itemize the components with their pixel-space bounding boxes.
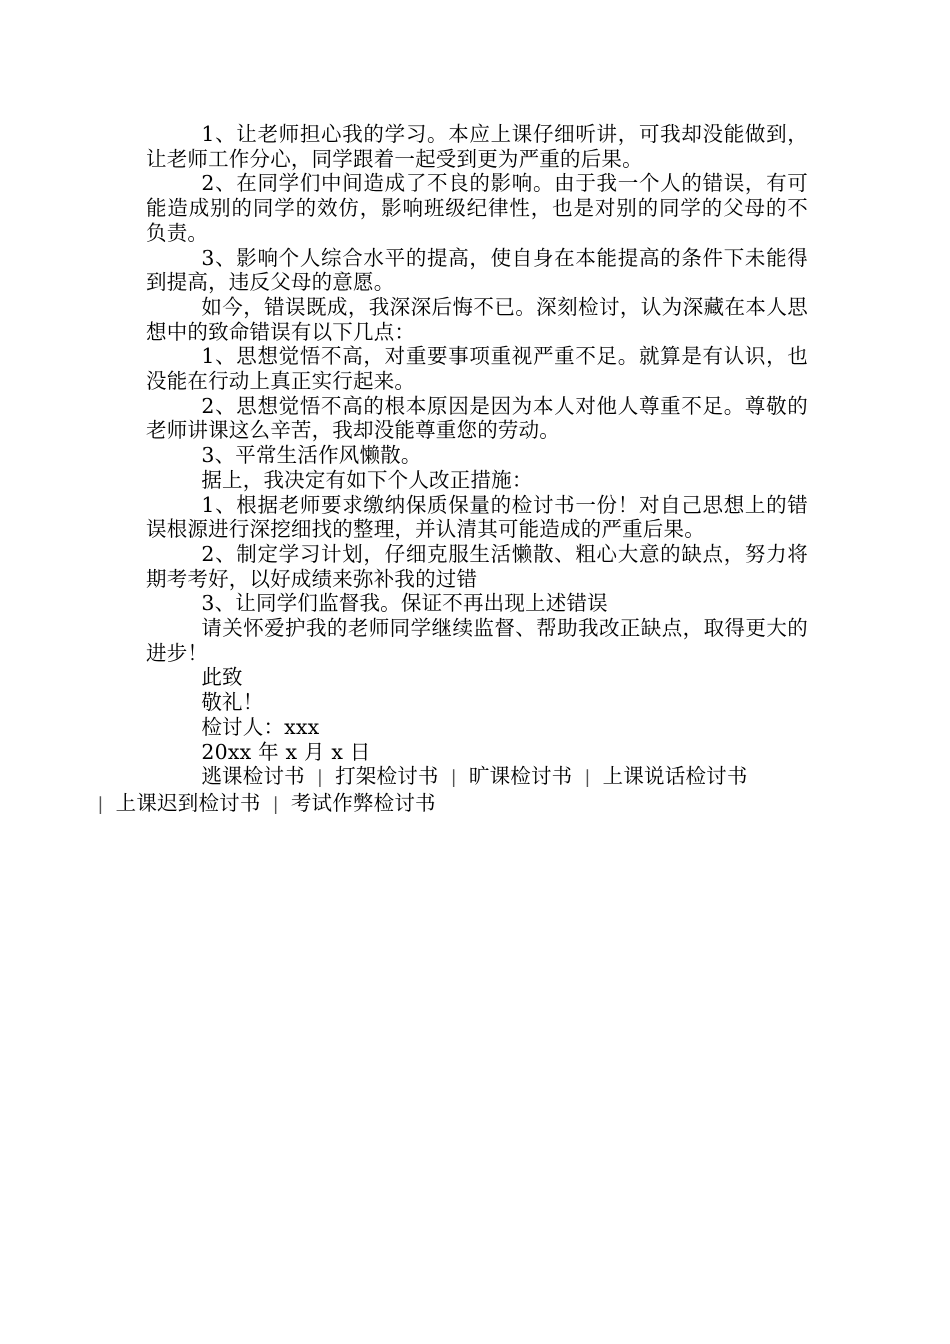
paragraph-measures-intro: 据上，我决定有如下个人改正措施： [201,467,533,492]
link-separator: | [272,793,279,815]
link-separator: | [584,767,591,789]
link-separator: | [316,767,324,789]
paragraph-impact-3: 3、影响个人综合水平的提高，使自身在本能提高的条件下未能得到提高，违反父母的意愿。 [146,245,808,295]
link-skip-class[interactable]: 逃课检讨书 [201,764,305,789]
link-separator: | [97,793,104,815]
paragraph-measure-1: 1、根据老师要求缴纳保质保量的检讨书一份！对自己思想上的错误根源进行深挖细找的整理，并认清其可能造成的严重后果。 [146,492,808,542]
paragraph-mistake-3: 3、平常生活作风懒散。 [201,443,422,468]
paragraph-mistake-2: 2、思想觉悟不高的根本原因是因为本人对他人尊重不足。尊敬的老师讲课这么辛苦，我却没能尊重您的劳动。 [146,393,808,443]
link-late-to-class[interactable]: 上课迟到检讨书 [115,790,261,815]
link-truancy[interactable]: 旷课检讨书 [468,764,573,789]
link-separator: | [450,767,457,789]
link-exam-cheating[interactable]: 考试作弊检讨书 [290,790,436,815]
paragraph-measure-3: 3、让同学们监督我。保证不再出现上述错误 [201,591,608,616]
paragraph-request: 请关怀爱护我的老师同学继续监督、帮助我改正缺点，取得更大的进步！ [146,616,808,665]
related-links [97,764,808,817]
paragraph-impact-2: 2、在同学们中间造成了不良的影响。由于我一个人的错误，有可能造成别的同学的效仿，影响班级纪律性，也是对别的同学的父母的不负责。 [146,171,808,245]
link-talking-in-class[interactable]: 上课说话检讨书 [602,764,748,789]
link-fighting[interactable]: 打架检讨书 [335,764,439,789]
paragraph-measure-2: 2、制定学习计划，仔细克服生活懒散、粗心大意的缺点，努力将期考考好，以好成绩来弥补我的过错 [146,541,808,591]
paragraph-mistake-1: 1、思想觉悟不高，对重要事项重视严重不足。就算是有认识，也没能在行动上真正实行起来。 [146,344,808,394]
signer-line: 检讨人：xxx [201,714,320,739]
paragraph-impact-1: 1、让老师担心我的学习。本应上课仔细听讲，可我却没能做到，让老师工作分心，同学跟着一起受到更为严重的后果。 [146,122,808,171]
date-line: 20xx 年 x 月 x 日 [201,739,371,764]
paragraph-reflection-intro: 如今，错误既成，我深深后悔不已。深刻检讨，认为深藏在本人思想中的致命错误有以下几点： [146,294,808,344]
closing-regards: 敬礼！ [201,690,264,715]
document-body [97,122,808,818]
closing-salutation: 此致 [201,665,243,690]
